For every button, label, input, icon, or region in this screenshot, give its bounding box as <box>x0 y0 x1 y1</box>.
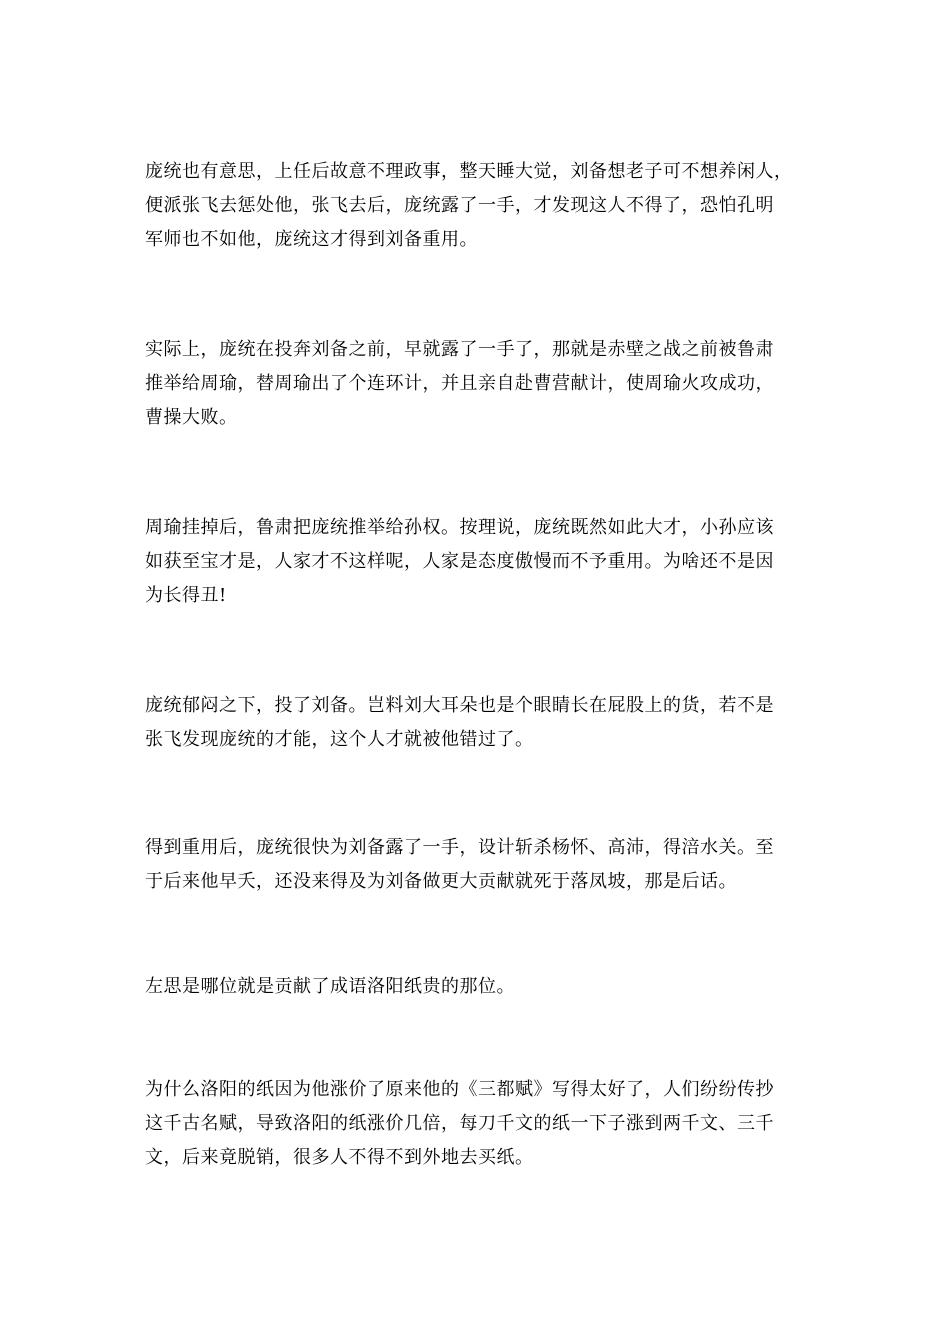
paragraph-5 <box>145 831 815 899</box>
paragraph-line: 庞统郁闷之下，投了刘备。岂料刘大耳朵也是个眼睛长在屁股上的货，若不是 <box>145 695 774 716</box>
paragraph-line: 实际上，庞统在投奔刘备之前，早就露了一手了，那就是赤壁之战之前被鲁肃 <box>145 339 774 360</box>
paragraph-1 <box>145 155 815 257</box>
paragraph-line: 如获至宝才是，人家才不这样呢，人家是态度傲慢而不予重用。为啥还不是因 <box>145 551 774 572</box>
paragraph-7 <box>145 1073 815 1175</box>
paragraph-4 <box>145 689 815 757</box>
paragraph-line: 张飞发现庞统的才能，这个人才就被他错过了。 <box>145 729 534 750</box>
paragraph-line: 得到重用后，庞统很快为刘备露了一手，设计斩杀杨怀、高沛，得涪水关。至 <box>145 837 774 858</box>
paragraph-2 <box>145 333 815 435</box>
paragraph-line: 为长得丑! <box>145 585 227 606</box>
paragraph-line: 周瑜挂掉后，鲁肃把庞统推举给孙权。按理说，庞统既然如此大才，小孙应该 <box>145 517 774 538</box>
paragraph-line: 军师也不如他，庞统这才得到刘备重用。 <box>145 229 478 250</box>
paragraph-line: 曹操大败。 <box>145 407 238 428</box>
paragraph-line: 推举给周瑜，替周瑜出了个连环计，并且亲自赴曹营献计，使周瑜火攻成功， <box>145 373 774 394</box>
paragraph-line: 这千古名赋，导致洛阳的纸涨价几倍，每刀千文的纸一下子涨到两千文、三千 <box>145 1113 774 1134</box>
paragraph-3 <box>145 511 815 613</box>
paragraph-line: 便派张飞去惩处他，张飞去后，庞统露了一手，才发现这人不得了，恐怕孔明 <box>145 195 774 216</box>
paragraph-line: 文，后来竟脱销，很多人不得不到外地去买纸。 <box>145 1147 534 1168</box>
paragraph-line: 庞统也有意思，上任后故意不理政事，整天睡大觉，刘备想老子可不想养闲人， <box>145 161 793 182</box>
paragraph-6 <box>145 970 815 1004</box>
paragraph-line: 左思是哪位就是贡献了成语洛阳纸贵的那位。 <box>145 976 515 997</box>
paragraph-line: 为什么洛阳的纸因为他涨价了原来他的《三都赋》写得太好了，人们纷纷传抄 <box>145 1079 774 1100</box>
paragraph-line: 于后来他早夭，还没来得及为刘备做更大贡献就死于落凤坡，那是后话。 <box>145 871 737 892</box>
